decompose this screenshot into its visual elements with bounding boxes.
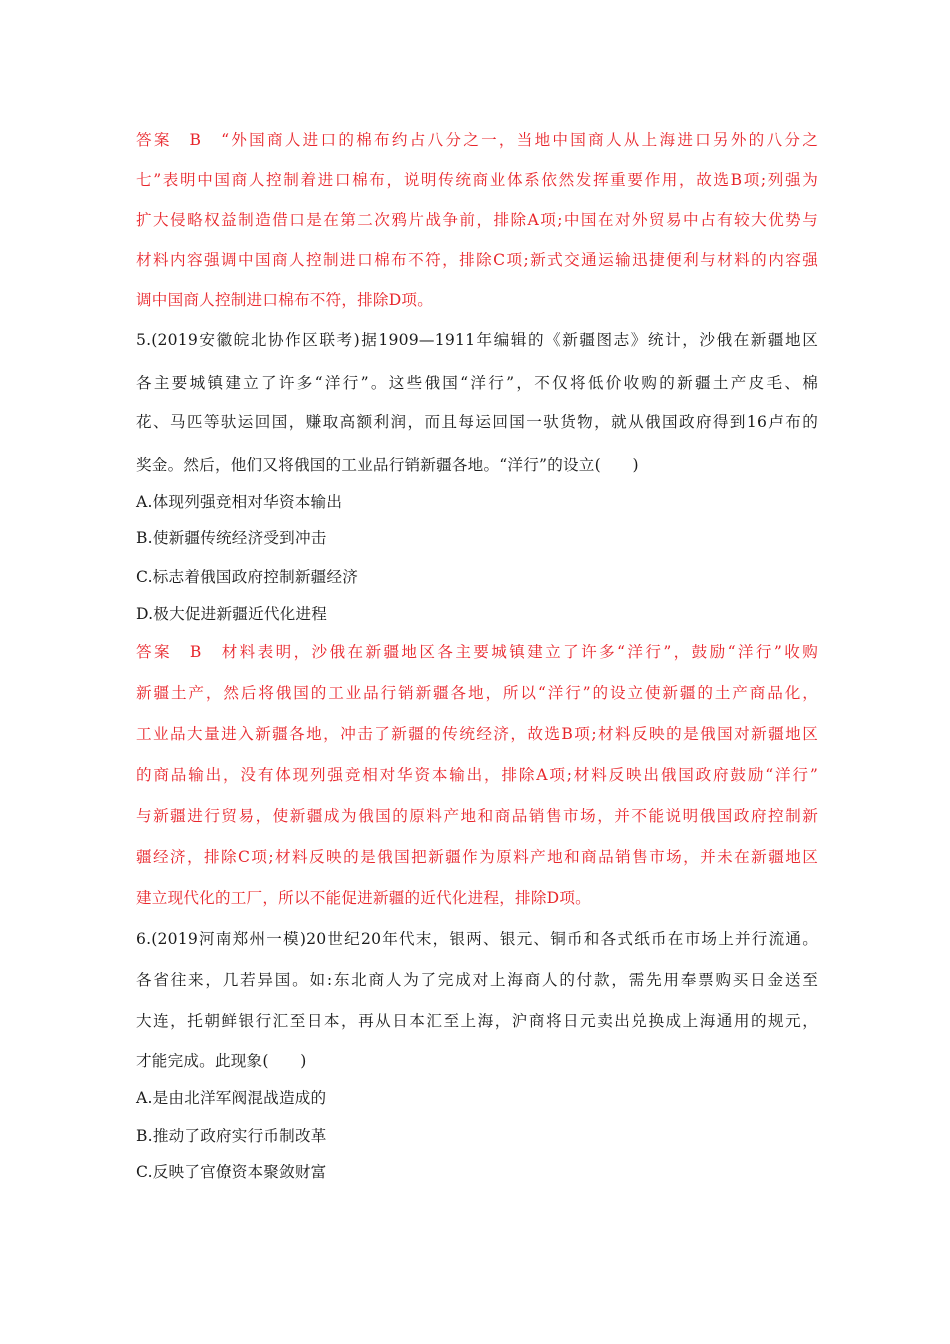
answer-4-line-4: 材料内容强调中国商人控制进口棉布不符，排除C项;新式交通运输迅捷便利与材料的内容强	[136, 251, 818, 269]
question-6-option-a: A.是由北洋军阀混战造成的	[136, 1089, 327, 1107]
question-6-stem-line-1: 6.(2019河南郑州一模)20世纪20年代末，银两、银元、铜币和各式纸币在市场上并行流通。	[136, 930, 818, 948]
answer-5-line-2: 新疆土产，然后将俄国的工业品行销新疆各地，所以“洋行”的设立使新疆的土产商品化，	[136, 684, 818, 702]
question-5-option-b: B.使新疆传统经济受到冲击	[136, 529, 327, 547]
question-5-stem-line-4: 奖金。然后，他们又将俄国的工业品行销新疆各地。“洋行”的设立( )	[136, 456, 639, 474]
question-5-option-d: D.极大促进新疆近代化进程	[136, 605, 328, 623]
question-6-stem-line-4: 才能完成。此现象( )	[136, 1052, 307, 1070]
answer-5-line-4: 的商品输出，没有体现列强竞相对华资本输出，排除A项;材料反映出俄国政府鼓励“洋行”	[136, 766, 818, 784]
question-5-option-a: A.体现列强竞相对华资本输出	[136, 493, 343, 511]
question-6-stem-line-2: 各省往来，几若异国。如:东北商人为了完成对上海商人的付款，需先用奉票购买日金送至	[136, 971, 818, 989]
question-6-option-c: C.反映了官僚资本聚敛财富	[136, 1163, 327, 1181]
answer-5-line-6: 疆经济，排除C项;材料反映的是俄国把新疆作为原料产地和商品销售市场，并未在新疆地区	[136, 848, 818, 866]
question-6-stem-line-3: 大连，托朝鲜银行汇至日本，再从日本汇至上海，沪商将日元卖出兑换成上海通用的规元，	[136, 1012, 818, 1030]
answer-5-line-7: 建立现代化的工厂，所以不能促进新疆的近代化进程，排除D项。	[136, 889, 591, 907]
question-5-option-c: C.标志着俄国政府控制新疆经济	[136, 568, 359, 586]
question-5-stem-line-2: 各主要城镇建立了许多“洋行”。这些俄国“洋行”，不仅将低价收购的新疆土产皮毛、棉	[136, 374, 818, 392]
answer-4-line-3: 扩大侵略权益制造借口是在第二次鸦片战争前，排除A项;中国在对外贸易中占有较大优势与	[136, 211, 818, 229]
answer-4-line-1: 答案 B “外国商人进口的棉布约占八分之一，当地中国商人从上海进口另外的八分之	[136, 131, 818, 149]
answer-5-line-1: 答案 B 材料表明，沙俄在新疆地区各主要城镇建立了许多“洋行”，鼓励“洋行”收购	[136, 643, 818, 661]
answer-5-line-5: 与新疆进行贸易，使新疆成为俄国的原料产地和商品销售市场，并不能说明俄国政府控制新	[136, 807, 818, 825]
answer-4-line-2: 七”表明中国商人控制着进口棉布，说明传统商业体系依然发挥重要作用，故选B项;列强为	[136, 171, 818, 189]
question-5-stem-line-1: 5.(2019安徽皖北协作区联考)据1909—1911年编辑的《新疆图志》统计，沙俄在新疆地区	[136, 331, 818, 349]
answer-5-line-3: 工业品大量进入新疆各地，冲击了新疆的传统经济，故选B项;材料反映的是俄国对新疆地区	[136, 725, 818, 743]
answer-4-line-5: 调中国商人控制进口棉布不符，排除D项。	[136, 291, 433, 309]
question-6-option-b: B.推动了政府实行币制改革	[136, 1127, 327, 1145]
question-5-stem-line-3: 花、马匹等驮运回国，赚取高额利润，而且每运回国一驮货物，就从俄国政府得到16卢布的	[136, 413, 818, 431]
